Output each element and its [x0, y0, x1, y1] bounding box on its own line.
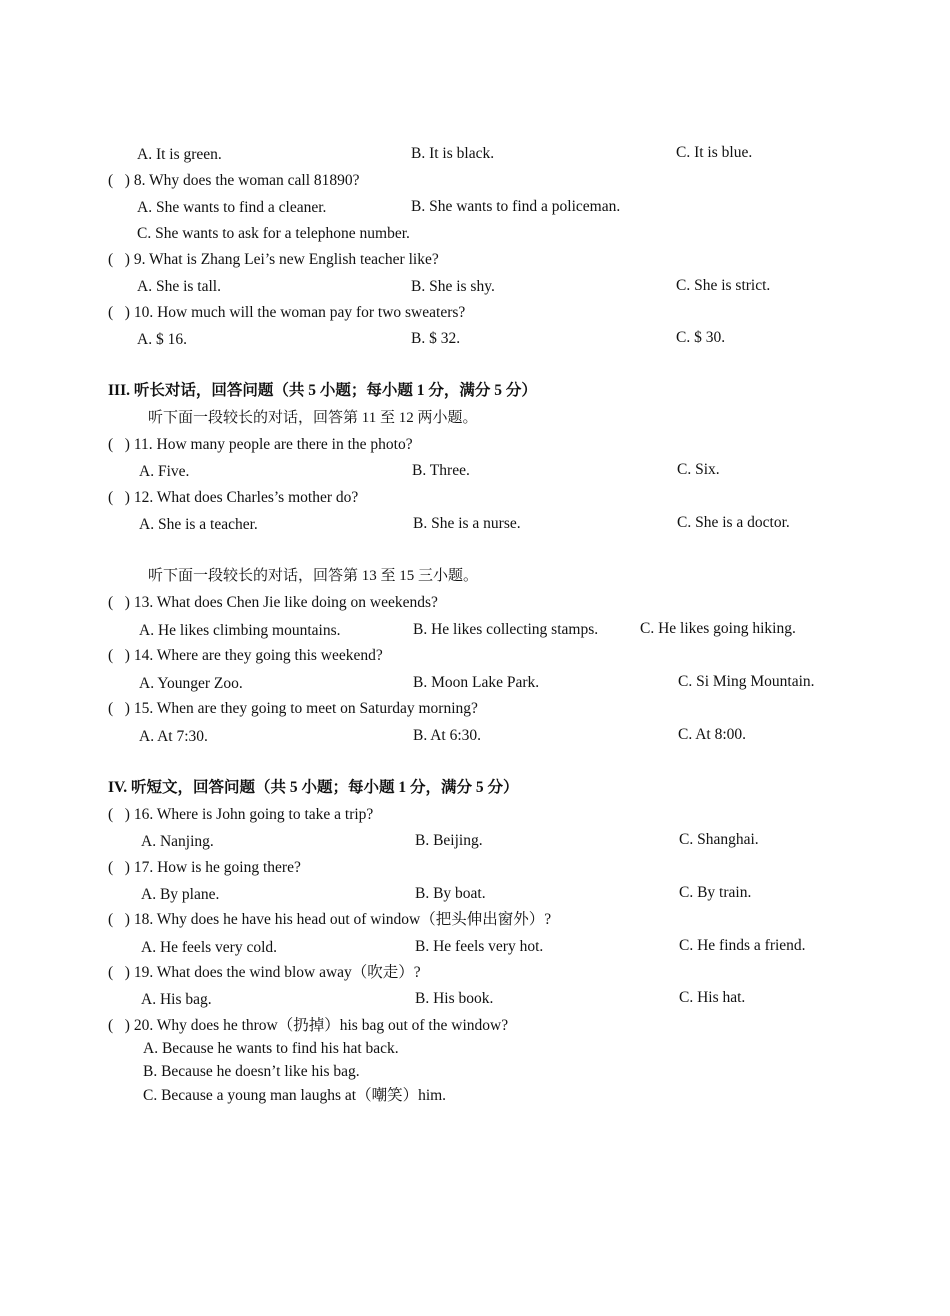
q9-option-a: A. She is tall. [137, 278, 221, 295]
q18-question: ( ) 18. Why does he have his head out of window（把头伸出窗外）? [108, 911, 552, 928]
q9-question: ( ) 9. What is Zhang Lei’s new English teacher like? [108, 251, 439, 268]
q12-option-b: B. She is a nurse. [413, 515, 521, 532]
section-3-intro-1: 听下面一段较长的对话，回答第 11 至 12 两小题。 [148, 410, 478, 426]
q14-question: ( ) 14. Where are they going this weekend? [108, 647, 383, 664]
q13-option-c: C. He likes going hiking. [640, 620, 796, 637]
q14-option-a: A. Younger Zoo. [139, 675, 243, 692]
q19-option-c: C. His hat. [679, 989, 746, 1006]
q18-option-b: B. He feels very hot. [415, 938, 544, 955]
q10-option-a: A. $ 16. [137, 331, 187, 348]
q10-question: ( ) 10. How much will the woman pay for two sweaters? [108, 304, 466, 321]
q11-option-a: A. Five. [139, 463, 190, 480]
q20-option-b: B. Because he doesn’t like his bag. [143, 1063, 360, 1080]
q19-question: ( ) 19. What does the wind blow away（吹走）? [108, 964, 421, 981]
q13-question: ( ) 13. What does Chen Jie like doing on weekends? [108, 594, 438, 611]
q15-option-b: B. At 6:30. [413, 727, 482, 744]
q8-question: ( ) 8. Why does the woman call 81890? [108, 172, 360, 189]
q10-option-c: C. $ 30. [676, 329, 726, 346]
q8-option-a: A. She wants to find a cleaner. [137, 199, 327, 216]
q19-option-b: B. His book. [415, 990, 494, 1007]
q16-option-a: A. Nanjing. [141, 833, 214, 850]
q11-option-b: B. Three. [412, 462, 470, 479]
q12-option-c: C. She is a doctor. [677, 514, 790, 531]
q16-option-b: B. Beijing. [415, 832, 483, 849]
q15-question: ( ) 15. When are they going to meet on Saturday morning? [108, 700, 478, 717]
q7-option-b: B. It is black. [411, 145, 495, 162]
q16-question: ( ) 16. Where is John going to take a trip? [108, 806, 374, 823]
q20-option-a: A. Because he wants to find his hat back. [143, 1040, 399, 1057]
q10-option-b: B. $ 32. [411, 330, 461, 347]
q19-option-a: A. His bag. [141, 991, 212, 1008]
q7-option-a: A. It is green. [137, 146, 222, 163]
q9-option-b: B. She is shy. [411, 278, 495, 295]
section-4-title: IV. 听短文，回答问题（共 5 小题；每小题 1 分，满分 5 分） [108, 779, 519, 796]
q16-option-c: C. Shanghai. [679, 831, 759, 848]
q15-option-c: C. At 8:00. [678, 726, 747, 743]
q13-option-a: A. He likes climbing mountains. [139, 622, 341, 639]
q8-option-c: C. She wants to ask for a telephone number. [137, 225, 410, 242]
q17-option-b: B. By boat. [415, 885, 486, 902]
q20-question: ( ) 20. Why does he throw（扔掉）his bag out of the window? [108, 1017, 509, 1034]
q12-question: ( ) 12. What does Charles’s mother do? [108, 489, 359, 506]
q11-option-c: C. Six. [677, 461, 720, 478]
q17-question: ( ) 17. How is he going there? [108, 859, 301, 876]
q12-option-a: A. She is a teacher. [139, 516, 258, 533]
q13-option-b: B. He likes collecting stamps. [413, 621, 599, 638]
q18-option-a: A. He feels very cold. [141, 939, 278, 956]
q14-option-c: C. Si Ming Mountain. [678, 673, 815, 690]
q7-option-c: C. It is blue. [676, 144, 753, 161]
q17-option-c: C. By train. [679, 884, 752, 901]
q15-option-a: A. At 7:30. [139, 728, 208, 745]
q17-option-a: A. By plane. [141, 886, 220, 903]
q18-option-c: C. He finds a friend. [679, 937, 806, 954]
q11-question: ( ) 11. How many people are there in the photo? [108, 436, 413, 453]
section-3-intro-2: 听下面一段较长的对话，回答第 13 至 15 三小题。 [148, 568, 479, 584]
q8-option-b: B. She wants to find a policeman. [411, 198, 621, 215]
section-3-title: III. 听长对话，回答问题（共 5 小题；每小题 1 分，满分 5 分） [108, 382, 537, 399]
q9-option-c: C. She is strict. [676, 277, 771, 294]
q20-option-c: C. Because a young man laughs at（嘲笑）him. [143, 1087, 447, 1104]
q14-option-b: B. Moon Lake Park. [413, 674, 540, 691]
